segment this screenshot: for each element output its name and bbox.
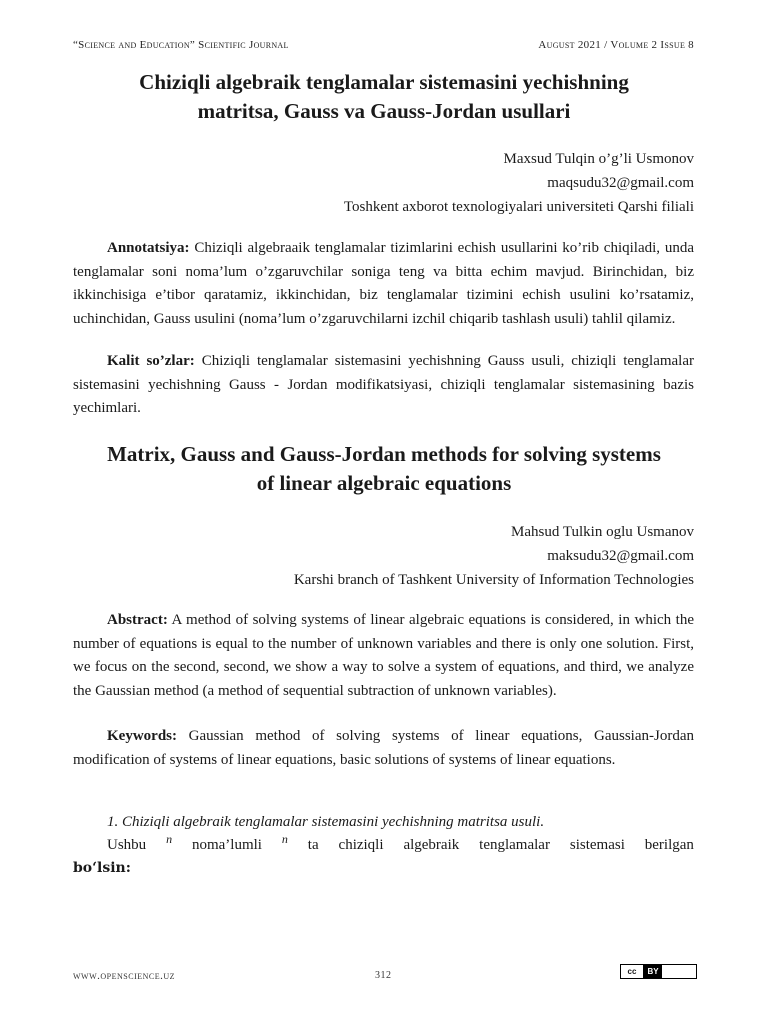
en-abstract [73,609,694,703]
body-word: noma’lumli [191,837,262,853]
en-title [60,440,708,498]
body-word: Ushbu [107,837,147,853]
uz-annotation [73,237,694,331]
uz-keywords-text: Chiziqli tenglamalar sistemasini yechishning Gauss usuli, chiziqli tenglamalar sistemasini yechishning Gauss - Jordan modifikatsiyasi, chiziqli tenglamalar sistemasining bazis yechimlari. [73,353,694,417]
uz-annotation-label: Annotatsiya: [107,240,190,256]
en-keywords [73,725,694,772]
journal-name: “Science and Education” Scientific Journal [73,39,289,51]
uz-author-block [344,147,694,219]
body-word: berilgan [644,837,694,853]
page-number: 312 [375,970,392,981]
cc-badge-blank [662,965,696,978]
en-keywords-text: Gaussian method of solving systems of linear equations, Gaussian-Jordan modification of systems of linear equations, basic solutions of systems of linear equations. [73,728,694,768]
en-author-affiliation: Karshi branch of Tashkent University of Information Technologies [293,572,694,588]
en-author-email: maksudu32@gmail.com [547,548,694,564]
math-variable-n: n [166,832,173,846]
uz-annotation-text: Chiziqli algebraaik tenglamalar tizimlarini echish usullarini ko’rib chiqiladi, unda tenglamalar soni noma’lum o’zgaruvchilar soniga teng va bitta echim mavjud. Birinchidan, biz ikkinchisiga e’tibor qaratamiz, ikkinchidan, biz tenglamalar tizimini echish usulini ko’rsatamiz, uchinchidan, Gauss usulini (noma’lum o’zgaruvchilarni izchil chiqarib tashlash usuli) tahlil qilamiz. [73,240,694,327]
body-word: ta [307,837,319,853]
uz-title [60,68,708,126]
body-word: sistemasi [569,837,625,853]
body-word: chiziqli [338,837,384,853]
en-title-line1: Matrix, Gauss and Gauss-Jordan methods for solving systems [107,442,661,466]
body-line-continued: bo‘lsin: [73,860,131,876]
body-word: tenglamalar [479,837,550,853]
uz-author-affiliation: Toshkent axborot texnologiyalari universiteti Qarshi filiali [343,199,694,215]
footer-website-link[interactable]: www.openscience.uz [73,970,176,982]
uz-title-line2: matritsa, Gauss va Gauss-Jordan usullari [197,99,571,123]
en-author-name: Mahsud Tulkin oglu Usmanov [511,524,694,540]
math-variable-n: n [281,832,288,846]
cc-by-label: BY [644,965,662,978]
uz-title-line1: Chiziqli algebraik tenglamalar sistemasini yechishning [139,70,629,94]
uz-keywords [73,350,694,421]
issue-info: August 2021 / Volume 2 Issue 8 [538,39,694,51]
uz-author-name: Maxsud Tulqin o’g’li Usmonov [503,151,694,167]
cc-license-badge[interactable] [620,964,697,979]
section-heading: 1. Chiziqli algebraik tenglamalar sistemasini yechishning matritsa usuli. [107,814,545,830]
en-abstract-text: A method of solving systems of linear algebraic equations is considered, in which the number of equations is equal to the number of unknown variables and there is only one solution. First, we focus on the second, second, we show a way to solve a system of equations, and third, we analyze the Gaussian method (a method of sequential subtraction of unknown variables). [73,612,694,699]
en-abstract-label: Abstract: [107,612,168,628]
cc-icon: cc [621,965,644,978]
uz-author-email: maqsudu32@gmail.com [547,175,694,191]
uz-keywords-label: Kalit so’zlar: [107,353,195,369]
en-title-line2: of linear algebraic equations [256,471,512,495]
body-line [107,832,694,854]
body-word: algebraik [403,837,460,853]
en-keywords-label: Keywords: [107,728,177,744]
en-author-block [294,520,694,592]
